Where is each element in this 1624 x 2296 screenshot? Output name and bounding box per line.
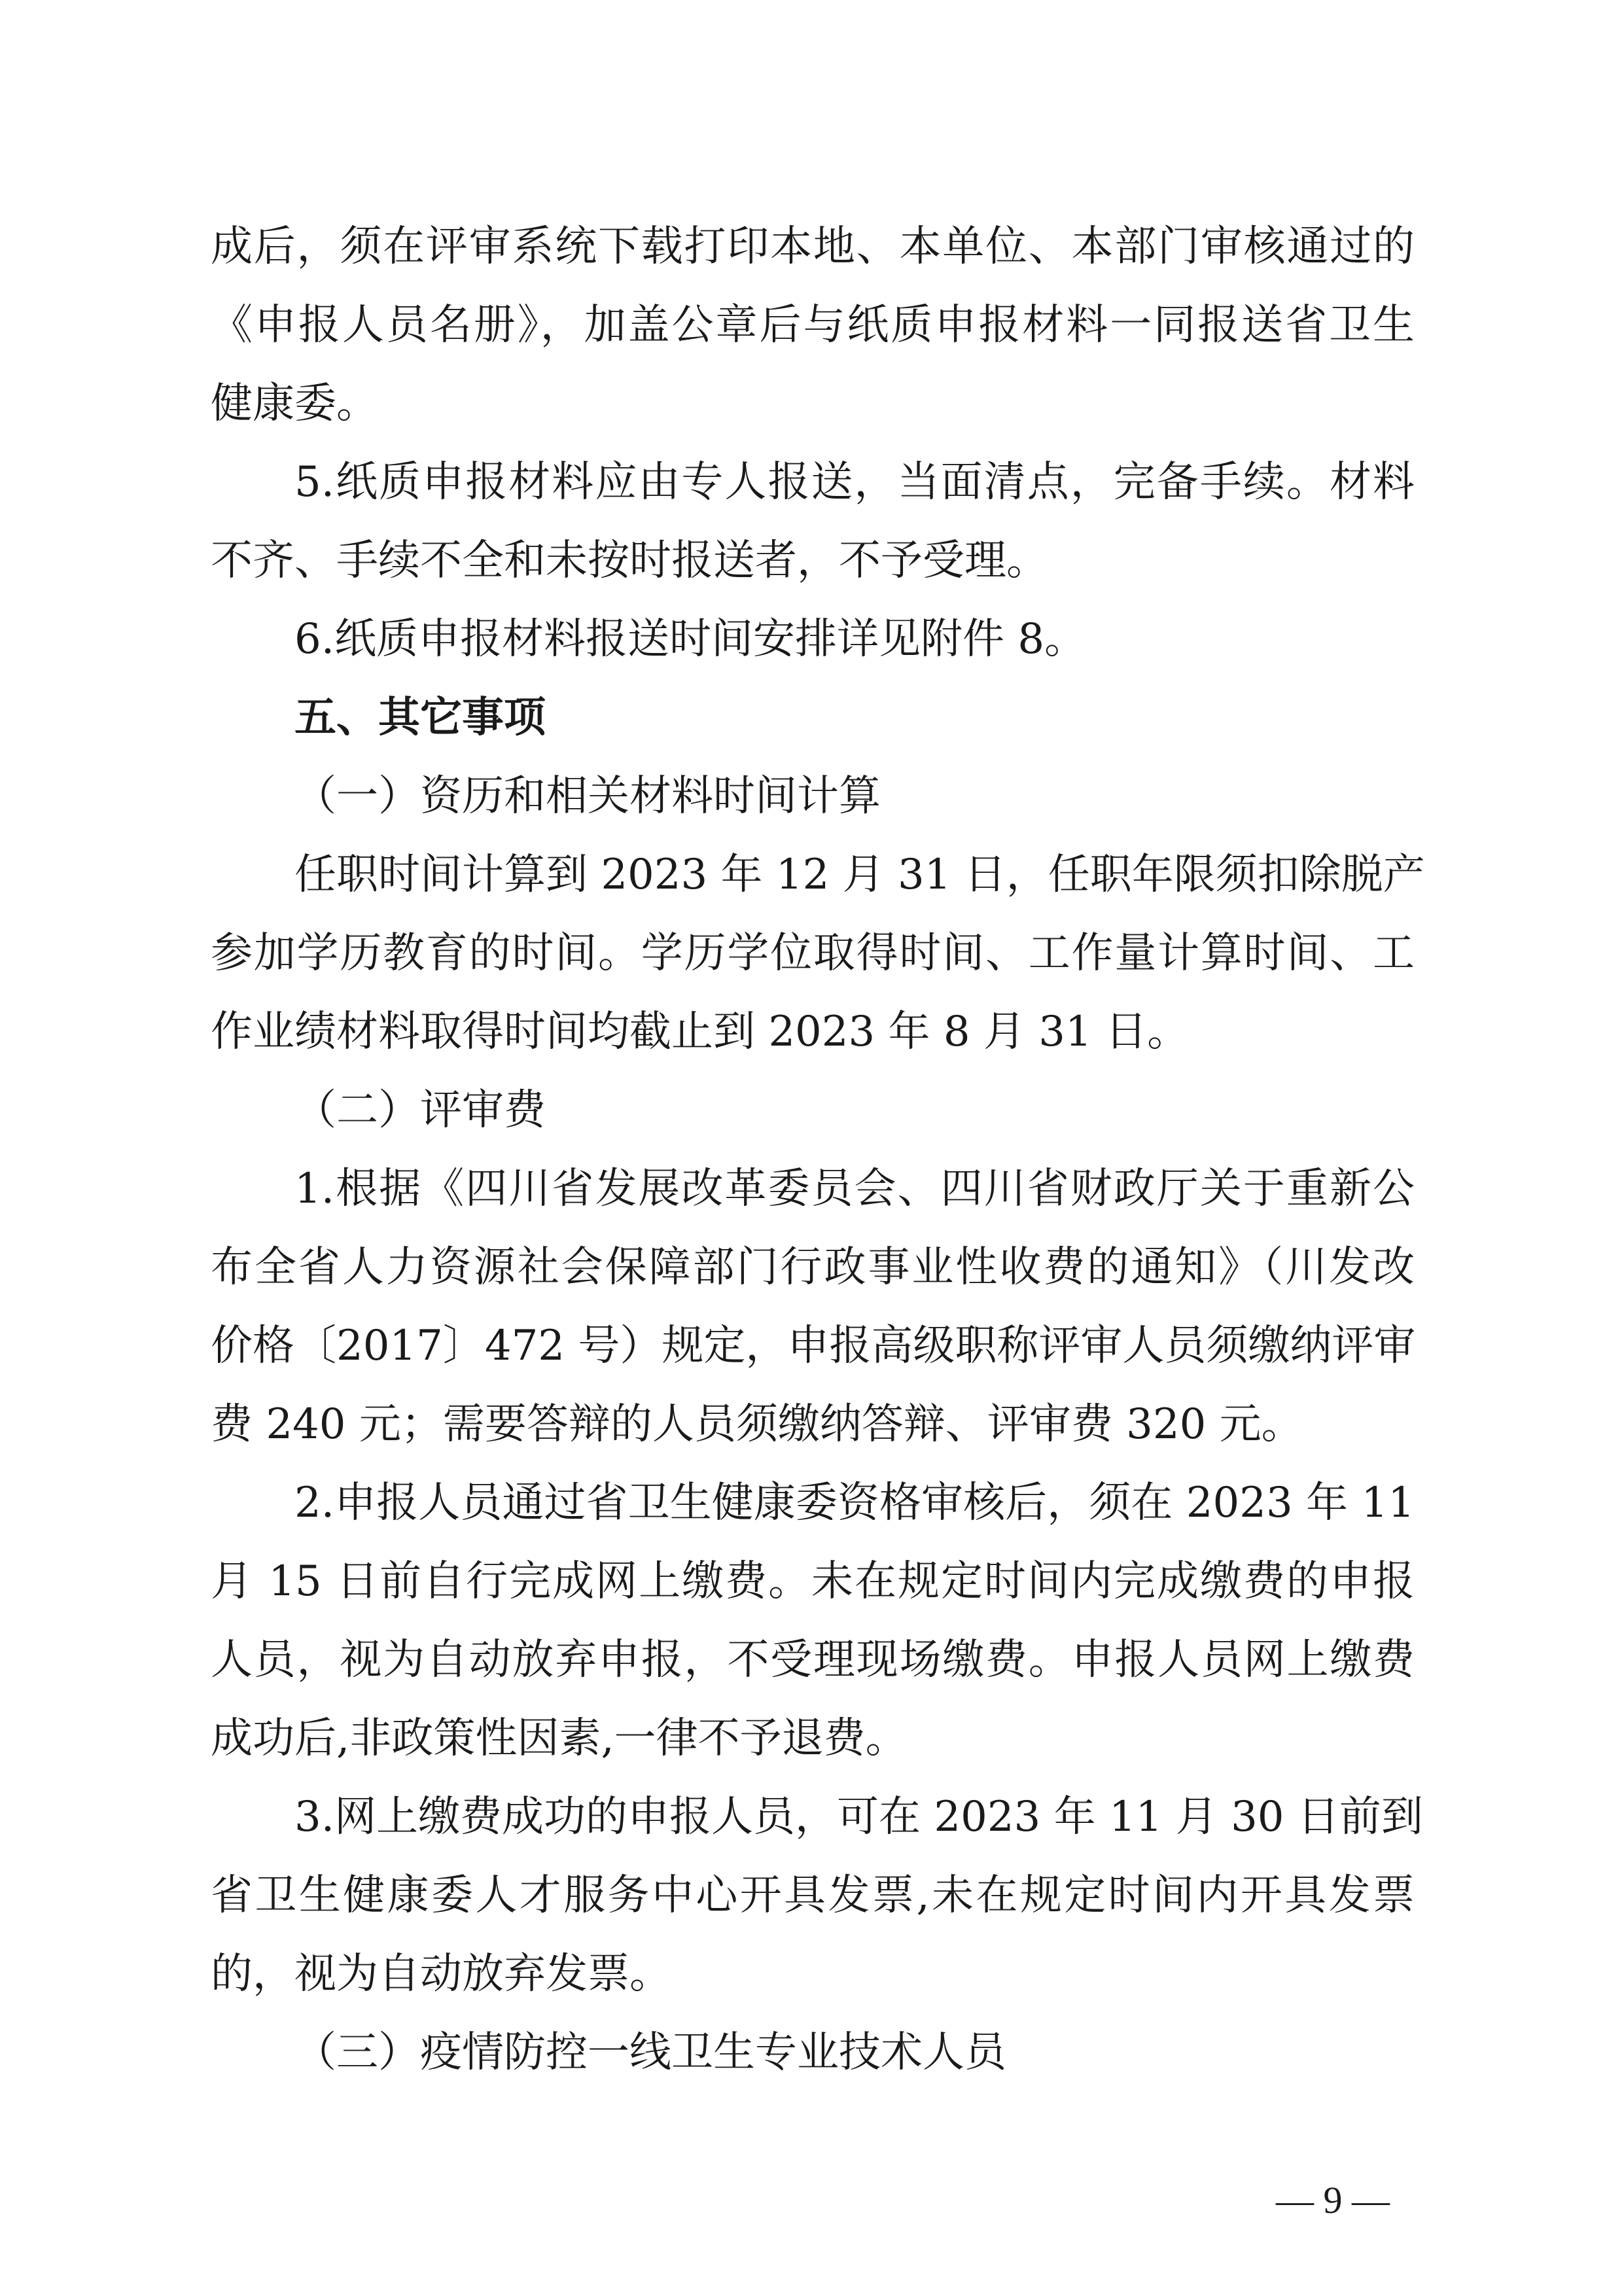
paragraph-line: 费 240 元；需要答辩的人员须缴纳答辩、评审费 320 元。: [211, 1400, 1303, 1449]
paragraph-line: 3.网上缴费成功的申报人员，可在 2023 年 11 月 30 日前到: [294, 1793, 1423, 1841]
paragraph-line: 不齐、手续不全和未按时报送者，不予受理。: [211, 537, 1048, 585]
paragraph-line: 成后，须在评审系统下载打印本地、本单位、本部门审核通过的: [211, 222, 1415, 271]
page-number: — 9 —: [1276, 2179, 1390, 2221]
paragraph-line: 健康委。: [211, 380, 378, 428]
paragraph-line: 月 15 日前自行完成网上缴费。未在规定时间内完成缴费的申报: [211, 1557, 1415, 1606]
paragraph-line: 《申报人员名册》，加盖公章后与纸质申报材料一同报送省卫生: [211, 301, 1415, 349]
paragraph-line: 1.根据《四川省发展改革委员会、四川省财政厅关于重新公: [294, 1165, 1415, 1213]
paragraph-line: 参加学历教育的时间。学历学位取得时间、工作量计算时间、工: [211, 929, 1415, 978]
paragraph-line: 作业绩材料取得时间均截止到 2023 年 8 月 31 日。: [211, 1008, 1190, 1056]
paragraph-line: 布全省人力资源社会保障部门行政事业性收费的通知》（川发改: [211, 1243, 1415, 1292]
paragraph-line: 省卫生健康委人才服务中心开具发票,未在规定时间内开具发票: [211, 1871, 1415, 1920]
subsection-heading: （二）评审费: [294, 1086, 546, 1135]
paragraph-line: 2.申报人员通过省卫生健康委资格审核后，须在 2023 年 11: [294, 1479, 1415, 1527]
subsection-heading: （三）疫情防控一线卫生专业技术人员: [294, 2028, 1006, 2077]
paragraph-line: 5.纸质申报材料应由专人报送，当面清点，完备手续。材料: [294, 458, 1415, 506]
subsection-heading: （一）资历和相关材料时间计算: [294, 772, 881, 821]
paragraph-line: 6.纸质申报材料报送时间安排详见附件 8。: [294, 615, 1087, 663]
section-heading: 五、其它事项: [294, 694, 546, 742]
paragraph-line: 任职时间计算到 2023 年 12 月 31 日，任职年限须扣除脱产: [294, 851, 1425, 899]
paragraph-line: 价格〔2017〕472 号）规定，申报高级职称评审人员须缴纳评审: [211, 1322, 1416, 1370]
paragraph-line: 成功后,非政策性因素,一律不予退费。: [211, 1714, 908, 1763]
paragraph-line: 的，视为自动放弃发票。: [211, 1950, 671, 1998]
paragraph-line: 人员，视为自动放弃申报，不受理现场缴费。申报人员网上缴费: [211, 1636, 1415, 1684]
